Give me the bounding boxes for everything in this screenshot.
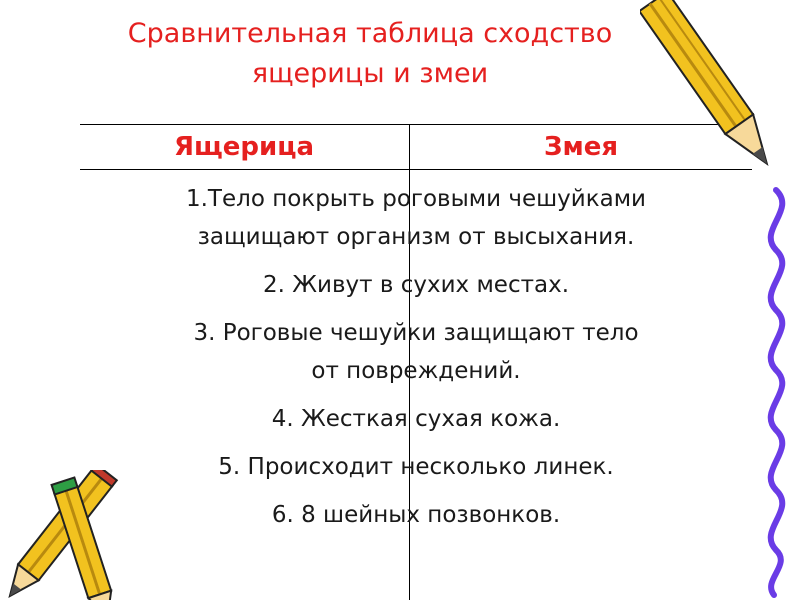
- table-row: [80, 180, 752, 256]
- row-4-line-1: 4. Жесткая сухая кожа.: [271, 406, 561, 432]
- table-row: [80, 266, 752, 304]
- slide-title: [60, 14, 680, 94]
- row-5-line-1: 5. Происходит несколько линек.: [218, 454, 614, 480]
- row-3-line-2: от повреждений.: [311, 358, 521, 384]
- squiggle-icon: [752, 185, 800, 600]
- table-row: [80, 400, 752, 438]
- pencil-icon: [0, 470, 140, 600]
- pencil-icon: [640, 0, 800, 190]
- table-row: [80, 314, 752, 390]
- row-2-line-1: 2. Живут в сухих местах.: [262, 272, 570, 298]
- table-row: [80, 448, 752, 486]
- header-lizard: Ящерица: [173, 132, 315, 162]
- title-line-2: ящерицы и змеи: [251, 58, 489, 89]
- title-line-1: Сравнительная таблица сходство: [127, 18, 613, 49]
- comparison-table: [80, 124, 752, 600]
- header-snake: Змея: [543, 132, 619, 162]
- row-6-line-1: 6. 8 шейных позвонков.: [271, 502, 561, 528]
- table-row: [80, 496, 752, 534]
- row-1-line-2: защищают организм от высыхания.: [197, 224, 635, 250]
- row-3-line-1: 3. Роговые чешуйки защищают тело: [193, 320, 639, 346]
- row-1-line-1: 1.Тело покрыть роговыми чешуйками: [185, 186, 647, 212]
- table-body: [80, 180, 752, 544]
